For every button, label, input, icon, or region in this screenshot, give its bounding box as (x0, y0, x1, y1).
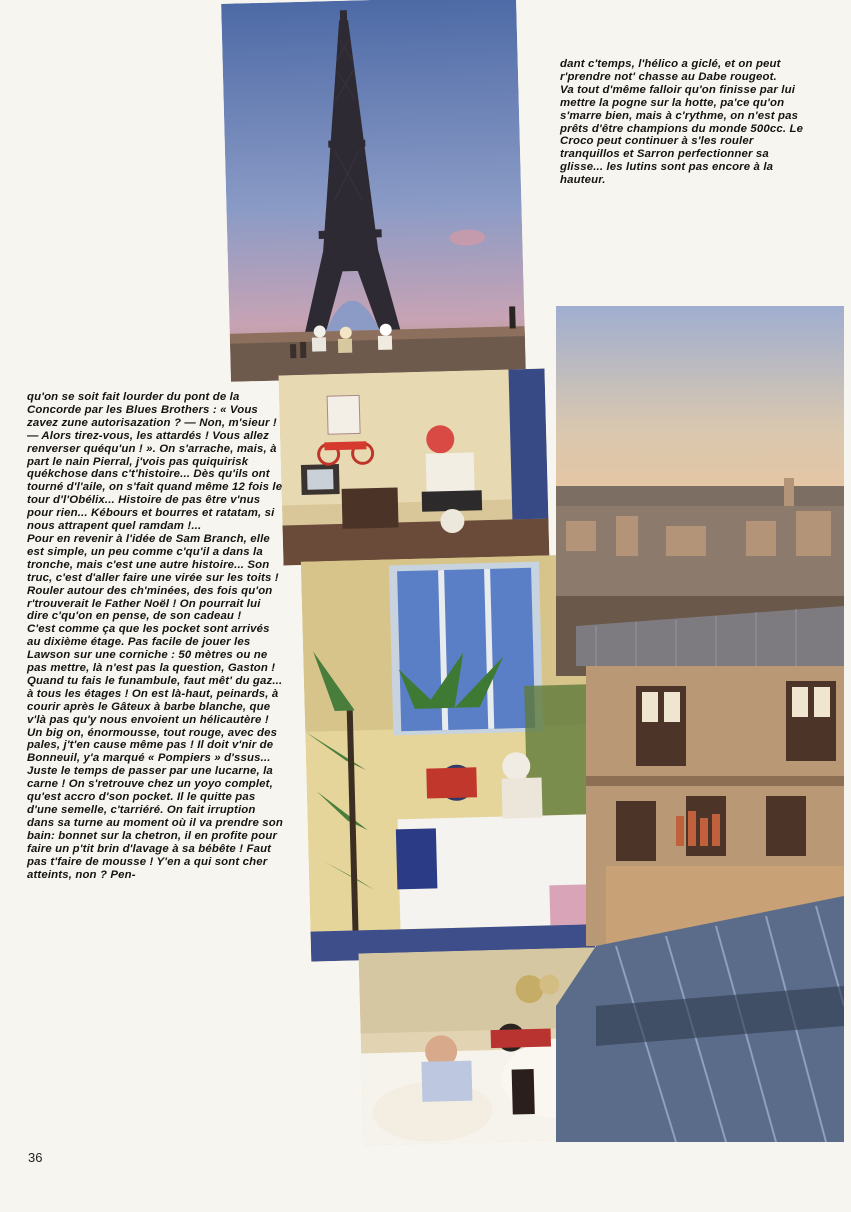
page-number: 36 (28, 1150, 43, 1165)
left-paragraph: C'est comme ça que les pocket sont arrivés au dixième étage. Pas facile de jouer les Lawson sur une corniche : 50 mètres ou ne pas mettre, là n'est pas la question, Gaston ! Quand tu fais le funambule, faut mêt' du gaz... à tous les étages ! On est là-haut, peinards, à courir après le Gâteux à barbe blanche, que v'là pas qu'y nous envoient un hélicautère ! Un big on, énormousse, tout rouge, avec des pales, j't'en cause même pas ! Il doit v'nir de Bonneuil, y'a marqué « Pompiers » d'ssus... (27, 623, 283, 765)
right-paragraph: dant c'temps, l'hélico a giclé, et on peut r'prendre not' chasse au Dabe rougeot. (560, 58, 781, 83)
left-paragraph: Pour en revenir à l'idée de Sam Branch, elle est simple, un peu comme c'qu'il a dans la tronche, mais c'est une autre histoire... Son truc, c'est d'aller faire une virée sur les toits ! Rouler autour des ch'minées, des fois qu'on r'trouverait le Father Noël ! On pourrait lui dire c'qu'on en pense, de son cadeau ! (27, 532, 279, 623)
right-column-text (560, 58, 812, 187)
photo-window-plants (301, 554, 595, 961)
photo-eiffel-tower (221, 0, 526, 382)
left-paragraph: Juste le temps de passer par une lucarne, la carne ! On s'retrouve chez un yoyo complet, qu'est accro d'son pocket. Il le quitte pas d'une semelle, c'tarriéré. On fait irruption dans sa turne au moment où il va prendre son bain: bonnet sur la chetron, il en profite pour faire un p'tit brin d'lavage à sa bébête ! Faut pas t'faire de mousse ! Y'en a qui sont cher atteints, non ? Pen- (27, 765, 283, 881)
right-paragraph: Va tout d'même falloir qu'on finisse par lui mettre la pogne sur la hotte, pa'ce qu'on s'marre bien, mais à c'rythme, on n'est pas prêts d'être champions du monde 500cc. Le Croco peut continuer à s'les rouler tranquillos et Sarron perfectionner sa glisse... les lutins sont pas encore à la hauteur. (560, 83, 804, 187)
left-paragraph: qu'on se soit fait lourder du pont de la Concorde par les Blues Brothers : « Vous zavez zune autorisazation ? — Non, m'sieur ! — Alors tirez-vous, les attardés ! Vous allez renverser quéqu'un ! ». On s'arrache, mais, à part le nain Pierral, j'vois pas quiquirisk quékchose dans c't'histoire... Dès qu'ils ont tourné d'l'aile, on s'fait quand même 12 fois le tour d'l'Obélix... Histoire de pas être v'nus pour rien... Kébours et bourres et ratatam, si nous attrapent quel ramdam !... (27, 391, 283, 533)
photo-rider-room (279, 369, 550, 566)
left-column-text (27, 391, 285, 881)
photo-paris-rooftops (556, 306, 844, 1142)
